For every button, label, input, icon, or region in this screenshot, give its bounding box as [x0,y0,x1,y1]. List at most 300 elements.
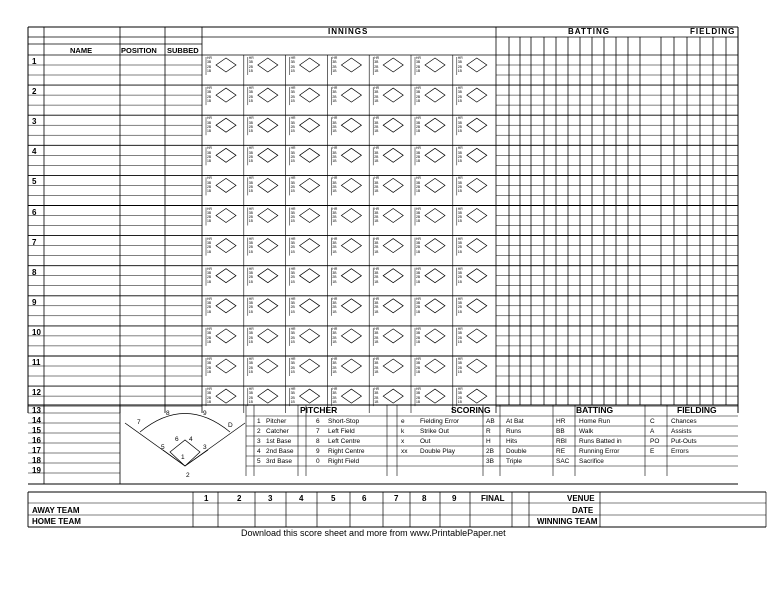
cell-base-label: HR [332,236,338,241]
summary-inning-number: 5 [331,494,336,503]
cell-base-label: HR [290,326,296,331]
cell-base-label: HR [457,296,463,301]
cell-base-label: 3B [332,361,337,366]
cell-base-label: HR [457,206,463,211]
cell-base-label: 2B [248,154,253,159]
legend-text: Put-Outs [671,438,697,445]
cell-base-label: HR [248,176,254,181]
player-number: 19 [32,466,41,475]
legend-text: Triple [506,458,523,465]
cell-base-label: HR [332,296,338,301]
legend-code: RBI [556,438,567,445]
base-diamond [258,239,278,253]
cell-base-label: 2B [207,154,212,159]
batting-legend-title: BATTING [576,405,614,415]
cell-base-label: HR [290,357,296,361]
cell-base-label: HR [207,266,212,271]
cell-base-label: 3B [416,361,421,366]
infield-diamond [170,440,200,466]
cell-base-label: 2B [457,215,462,220]
cell-base-label: 3B [290,331,295,336]
cell-base-label: 2B [374,395,379,400]
cell-base-label: 1B [457,68,462,73]
field-position-number: 1 [181,454,185,461]
cell-base-label: 2B [457,154,462,159]
base-diamond [467,88,487,102]
cell-base-label: HR [416,116,421,121]
cell-base-label: 3B [290,150,295,155]
cell-base-label: 3B [290,271,295,275]
cell-base-label: 3B [416,120,421,125]
cell-base-label: 1B [248,339,253,344]
cell-base-label: 1B [457,279,462,284]
cell-base-label: 1B [248,159,253,164]
cell-base-label: HR [332,266,338,271]
cell-base-label: 1B [416,400,421,404]
cell-base-label: HR [374,296,380,301]
cell-base-label: 1B [248,279,253,284]
legend-code: 0 [316,458,320,465]
cell-base-label: 2B [374,275,379,280]
cell-base-label: 2B [416,365,421,370]
legend-code: H [486,438,491,445]
cell-base-label: 3B [374,240,379,245]
cell-base-label: 3B [457,361,462,366]
base-diamond [300,148,320,162]
base-diamond [216,239,236,253]
field-position-number: 5 [161,444,165,451]
cell-base-label: 3B [332,60,337,65]
cell-base-label: 2B [290,335,295,340]
cell-base-label: HR [248,146,254,151]
cell-base-label: 3B [290,180,295,185]
venue-label: VENUE [567,494,595,503]
cell-base-label: 2B [207,124,212,129]
cell-base-label: 3B [248,120,253,125]
cell-base-label: 1B [290,68,295,73]
cell-base-label: HR [248,86,254,91]
cell-base-label: HR [248,326,254,331]
cell-base-label: 1B [374,99,379,103]
cell-base-label: HR [207,176,212,181]
base-diamond [383,389,403,403]
cell-base-label: 3B [374,391,379,396]
legend-text: 3rd Base [266,458,293,465]
cell-base-label: 1B [248,129,253,134]
cell-base-label: HR [290,176,296,181]
base-diamond [341,329,361,343]
legend-text: Left Centre [328,438,361,445]
cell-base-label: 3B [416,331,421,336]
cell-base-label: 1B [374,159,379,164]
player-number: 6 [32,207,37,217]
cell-base-label: 3B [332,271,337,275]
cell-base-label: HR [457,146,463,151]
cell-base-label: 1B [457,219,462,224]
base-diamond [341,209,361,223]
player-number: 5 [32,177,37,187]
player-number: 13 [32,406,41,415]
cell-base-label: 2B [207,94,212,99]
cell-base-label: 3B [416,150,421,155]
base-diamond [300,209,320,223]
base-diamond [216,58,236,72]
cell-base-label: 1B [248,369,253,374]
cell-base-label: 2B [290,124,295,129]
cell-base-label: 2B [290,64,295,69]
legend-text: Home Run [579,418,611,425]
cell-base-label: HR [248,387,254,392]
field-position-number: 3 [203,444,207,451]
cell-base-label: 2B [416,185,421,189]
cell-base-label: HR [207,56,212,60]
cell-base-label: HR [416,357,421,361]
cell-base-label: 2B [290,305,295,310]
cell-base-label: 2B [416,305,421,310]
cell-base-label: 1B [290,369,295,374]
outfield-arc [140,414,230,433]
cell-base-label: 3B [416,240,421,245]
cell-base-label: 1B [207,189,212,194]
cell-base-label: HR [290,206,296,211]
cell-base-label: HR [332,326,338,331]
footer-credit: Download this score sheet and more from www.PrintablePaper.net [241,528,506,538]
legend-text: Pitcher [266,418,287,425]
base-diamond [467,209,487,223]
cell-base-label: 1B [207,219,212,224]
cell-base-label: 3B [248,60,253,65]
base-diamond [383,58,403,72]
player-number: 10 [32,327,41,337]
cell-base-label: 3B [457,271,462,275]
cell-base-label: 3B [416,271,421,275]
legend-code: k [401,428,405,435]
cell-base-label: 1B [374,339,379,344]
cell-base-label: HR [290,56,296,60]
cell-base-label: 2B [374,335,379,340]
cell-base-label: 1B [374,309,379,314]
cell-base-label: 2B [332,124,337,129]
cell-base-label: 3B [290,210,295,215]
fielding-legend-title: FIELDING [677,405,717,415]
cell-base-label: HR [332,387,338,392]
base-diamond [216,178,236,192]
base-diamond [300,299,320,313]
cell-base-label: HR [416,56,421,60]
cell-base-label: 1B [248,68,253,73]
base-diamond [425,148,445,162]
cell-base-label: 1B [207,369,212,374]
cell-base-label: 2B [374,124,379,129]
cell-base-label: 2B [332,154,337,159]
cell-base-label: 2B [416,215,421,220]
cell-base-label: 2B [248,365,253,370]
cell-base-label: HR [207,236,212,241]
cell-base-label: 3B [248,210,253,215]
cell-base-label: 2B [290,185,295,189]
cell-base-label: 1B [207,159,212,164]
player-number: 9 [32,297,37,307]
field-position-number: 8 [166,410,170,417]
cell-base-label: HR [248,266,254,271]
cell-base-label: 1B [248,249,253,254]
cell-base-label: 1B [457,369,462,374]
cell-base-label: 2B [290,215,295,220]
cell-base-label: 2B [374,305,379,310]
cell-base-label: 3B [332,391,337,396]
field-position-number: 7 [137,419,141,426]
summary-inning-number: 8 [422,494,427,503]
base-diamond [467,118,487,132]
cell-base-label: 1B [374,400,379,404]
cell-base-label: 3B [457,391,462,396]
cell-base-label: HR [416,387,421,392]
field-diagram [125,414,245,467]
base-diamond [216,118,236,132]
cell-base-label: 1B [416,189,421,194]
cell-base-label: HR [248,236,254,241]
cell-base-label: 1B [332,99,337,103]
player-number: 17 [32,446,41,455]
cell-base-label: 3B [416,391,421,396]
cell-base-label: 1B [457,309,462,314]
base-diamond [341,299,361,313]
cell-base-label: 2B [457,94,462,99]
legend-text: Double [506,448,527,455]
legend-text: 2nd Base [266,448,294,455]
cell-base-label: 1B [457,129,462,134]
summary-inning-number: 9 [452,494,457,503]
cell-base-label: 3B [207,391,212,396]
cell-base-label: 3B [290,240,295,245]
legend-code: PO [650,438,660,445]
legend-text: Runs [506,428,522,435]
cell-base-label: HR [332,357,338,361]
cell-base-label: 3B [374,301,379,306]
base-diamond [383,269,403,283]
away-team-label: AWAY TEAM [32,506,80,515]
legend-code: 2 [257,428,261,435]
cell-base-label: HR [332,176,338,181]
base-diamond [383,118,403,132]
cell-base-label: 1B [207,400,212,404]
base-diamond [383,299,403,313]
legend-text: Left Field [328,428,355,435]
cell-base-label: HR [457,56,463,60]
cell-base-label: 3B [457,331,462,336]
cell-base-label: 2B [207,335,212,340]
base-diamond [258,389,278,403]
cell-base-label: 3B [207,210,212,215]
legend-text: Catcher [266,428,289,435]
cell-base-label: HR [290,86,296,91]
cell-base-label: 3B [374,150,379,155]
cell-base-label: 2B [374,215,379,220]
cell-base-label: 3B [374,361,379,366]
base-diamond [216,269,236,283]
cell-base-label: HR [374,206,380,211]
cell-base-label: 2B [290,94,295,99]
base-diamond [258,329,278,343]
cell-base-label: 1B [416,369,421,374]
base-diamond [467,178,487,192]
field-position-number: 9 [203,410,207,417]
cell-base-label: 2B [290,365,295,370]
player-number: 11 [32,358,41,367]
cell-base-label: 1B [332,219,337,224]
cell-base-label: 1B [332,189,337,194]
player-number: 18 [32,456,41,465]
cell-base-label: 1B [416,68,421,73]
cell-base-label: 2B [207,245,212,250]
legend-code: A [650,428,655,435]
base-diamond [341,118,361,132]
cell-base-label: 3B [416,210,421,215]
base-diamond [300,269,320,283]
summary-inning-number: 3 [268,494,273,503]
base-diamond [216,148,236,162]
cell-base-label: 2B [416,94,421,99]
legend-code: 8 [316,438,320,445]
base-diamond [425,209,445,223]
cell-base-label: 1B [332,400,337,404]
legend-code: RE [556,448,566,455]
cell-base-label: HR [416,206,421,211]
cell-base-label: HR [332,56,338,60]
base-diamond [300,58,320,72]
cell-base-label: HR [374,326,380,331]
cell-base-label: 2B [416,154,421,159]
cell-base-label: 3B [374,210,379,215]
cell-base-label: 2B [457,185,462,189]
cell-base-label: HR [374,146,380,151]
cell-base-label: 1B [290,219,295,224]
base-diamond [467,58,487,72]
cell-base-label: HR [457,116,463,121]
cell-base-label: 2B [248,395,253,400]
field-position-number: 4 [189,436,193,443]
cell-base-label: 2B [457,395,462,400]
cell-base-label: 1B [248,400,253,404]
cell-base-label: 2B [248,64,253,69]
base-diamond [341,148,361,162]
cell-base-label: HR [207,387,212,392]
cell-base-label: 3B [457,150,462,155]
cell-base-label: 1B [332,68,337,73]
cell-base-label: 2B [374,64,379,69]
base-diamond [425,178,445,192]
base-diamond [300,329,320,343]
cell-base-label: 2B [290,245,295,250]
fielding-header: FIELDING [690,27,736,36]
cell-base-label: 3B [207,150,212,155]
legend-code: AB [486,418,495,425]
cell-base-label: 3B [374,331,379,336]
base-diamond [300,118,320,132]
legend-text: Sacrifice [579,458,604,465]
cell-base-label: 2B [457,124,462,129]
cell-base-label: 3B [290,120,295,125]
base-diamond [258,269,278,283]
summary-inning-number: 7 [394,494,399,503]
field-position-number: 6 [175,436,179,443]
cell-base-label: HR [290,236,296,241]
player-number: 1 [32,57,37,66]
cell-base-label: HR [248,56,254,60]
cell-base-label: 3B [248,271,253,275]
legend-text: Running Error [579,448,620,455]
cell-base-label: HR [207,146,212,151]
cell-base-label: 2B [457,275,462,280]
legend-text: Chances [671,418,697,425]
cell-base-label: 1B [290,249,295,254]
cell-base-label: 3B [332,90,337,95]
cell-base-label: 1B [457,249,462,254]
cell-base-label: HR [416,146,421,151]
base-diamond [425,118,445,132]
cell-base-label: 2B [457,245,462,250]
base-diamond [216,299,236,313]
legend-code: 1 [257,418,261,425]
final-label: FINAL [481,494,505,503]
cell-base-label: 2B [332,335,337,340]
legend-code: 4 [257,448,261,455]
cell-base-label: 1B [207,68,212,73]
summary-inning-number: 6 [362,494,367,503]
subbed-column-header: SUBBED [167,46,199,55]
cell-base-label: 3B [332,180,337,185]
base-diamond [258,209,278,223]
home-team-label: HOME TEAM [32,517,81,526]
legend-text: Assists [671,428,692,435]
base-diamond [383,88,403,102]
innings-header: INNINGS [328,27,369,36]
cell-base-label: 3B [457,210,462,215]
cell-base-label: HR [332,206,338,211]
cell-base-label: 3B [457,60,462,65]
legend-text: Errors [671,448,689,455]
cell-base-label: 2B [416,64,421,69]
base-diamond [300,239,320,253]
cell-base-label: 2B [207,365,212,370]
batting-header: BATTING [568,27,610,36]
cell-base-label: 1B [457,159,462,164]
cell-base-label: HR [290,116,296,121]
legend-code: BB [556,428,565,435]
cell-base-label: 2B [248,185,253,189]
cell-base-label: 3B [374,271,379,275]
base-diamond [383,329,403,343]
legend-code: 3B [486,458,494,465]
base-diamond [425,239,445,253]
base-diamond [425,329,445,343]
legend-text: At Bat [506,418,524,425]
cell-base-label: 2B [374,365,379,370]
cell-base-label: 2B [332,64,337,69]
winning-team-label: WINNING TEAM [537,517,598,526]
cell-base-label: HR [207,326,212,331]
scoring-legend-title: SCORING [451,405,491,415]
cell-base-label: 1B [416,339,421,344]
cell-base-label: 3B [374,120,379,125]
cell-base-label: HR [416,236,421,241]
cell-base-label: 1B [457,99,462,103]
legend-text: Fielding Error [420,418,460,425]
legend-code: SAC [556,458,570,465]
cell-base-label: 2B [457,305,462,310]
cell-base-label: 2B [248,305,253,310]
cell-base-label: HR [374,176,380,181]
